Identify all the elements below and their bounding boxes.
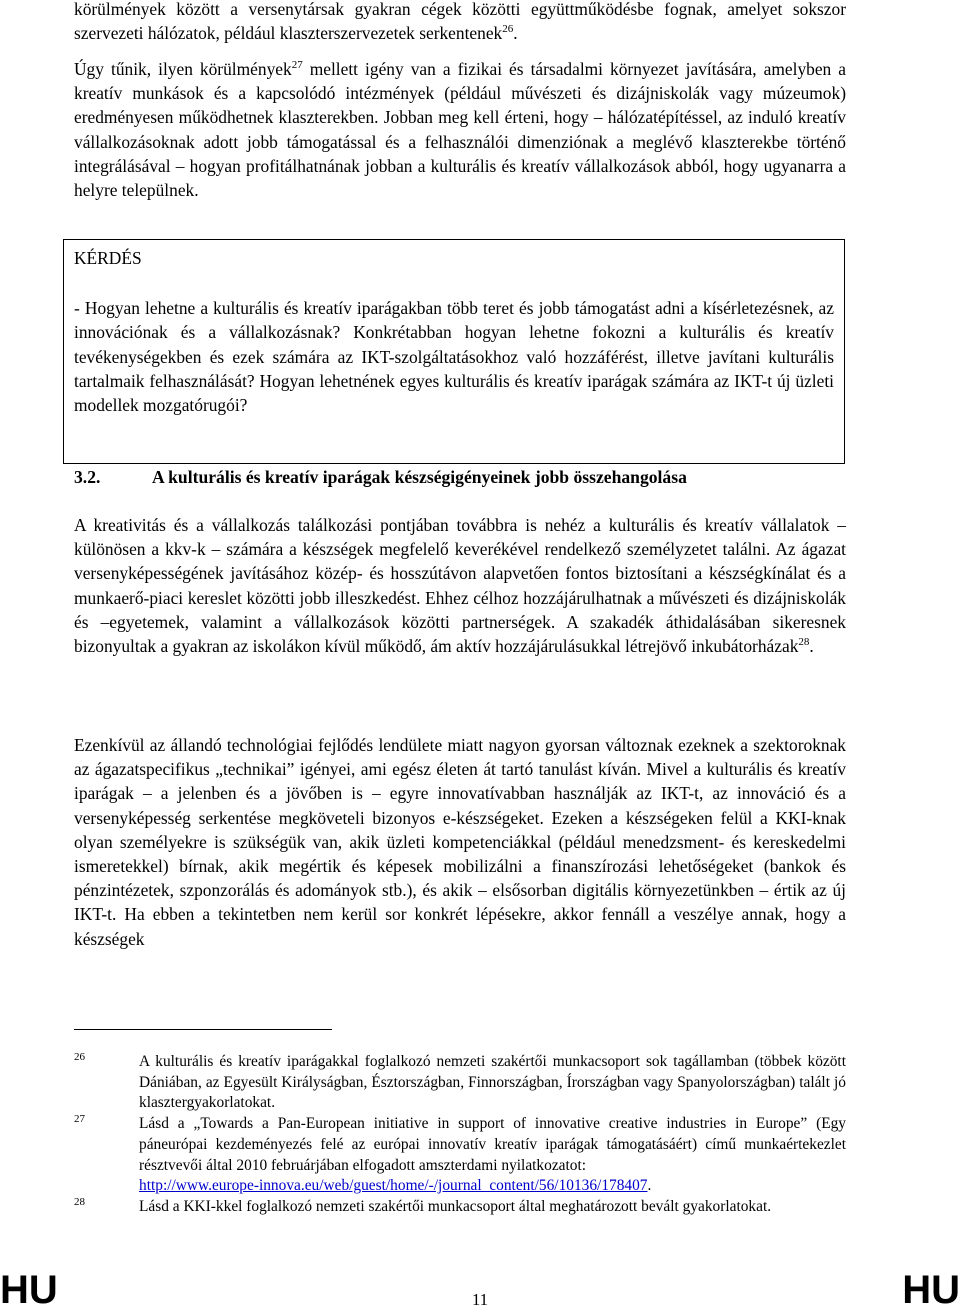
footnote-number: 28 xyxy=(74,1195,85,1208)
paragraph-section-1-text: A kreativitás és a vállalkozás találkozási pontjában továbbra is nehéz a kulturális és kreatív vállalatok – különösen a kkv-k – számára a készségek megfelelő keverékével rendelkező személyzetet találni. Az ágazat versenyképességének javításához közép- és hosszútávon alapvetően fontos biztosítani a készségkínálat és a munkaerő-piaci kereslet közötti jobb illeszkedést. Ehhez célhoz hozzájárulhatnak a művészeti és dizájniskolák és –egyetemek, valamint a vállalkozások közötti partnerségek. A szakadék áthidalásában sikeresnek bizonyultak a gyakran az iskolákon kívül működő, ám aktív hozzájárulásukkal létrejövő inkubátorházak xyxy=(74,515,846,657)
question-box xyxy=(63,239,845,464)
footnote-text: A kulturális és kreatív iparágakkal foglalkozó nemzeti szakértői munkacsoport sok tagállamban (többek között Dániában, az Egyesült Királyságban, Észtországban, Finnországban, Írországban vagy Spanyolországban) talált jó klasztergyakorlatokat. xyxy=(139,1053,846,1112)
language-code-right: HU xyxy=(902,1268,960,1312)
paragraph-section-1-end: . xyxy=(809,636,814,657)
footnote-ref-26[interactable]: 26 xyxy=(502,23,514,36)
language-code-left: HU xyxy=(0,1268,58,1312)
paragraph-intro-text-b: mellett igény van a fizikai és társadalmi környezet javítására, amelyben a kreatív munkások és a kapcsolódó intézmények (például művészeti és dizájniskolák vagy múzeumok) eredményesen működhetnek klaszterekben. Jobban meg kell érteni, hogy – hálózatépítéssel, az induló kreatív vállalkozásoknak adott jobb támogatással és a felhasználói dimenziónak a meglévő klaszterekbe történő integrálásával – hogyan profitálhatnának jobban a kulturális és kreatív vállalkozások abból, hogy ugyanarra a helyre települnek. xyxy=(74,59,846,201)
section-title: A kulturális és kreatív iparágak készségigényeinek jobb összehangolása xyxy=(152,467,687,487)
paragraph-top xyxy=(74,0,846,45)
paragraph-intro xyxy=(74,57,846,202)
footnote-text: Lásd a „Towards a Pan-European initiative in support of innovative creative industries in Europe” (Egy páneurópai kezdeményezés felé az európai innovatív kreatív iparágak támogatásáért) című munkaértekezlet résztvevői által 2010 februárjában elfogadott amszterdami nyilatkozatot: xyxy=(139,1115,846,1174)
question-box-title: KÉRDÉS xyxy=(74,248,142,268)
footnote-27 xyxy=(74,1114,846,1197)
section-number: 3.2. xyxy=(74,467,101,487)
footnote-ref-27[interactable]: 27 xyxy=(291,59,303,72)
footnote-ref-28[interactable]: 28 xyxy=(798,636,810,649)
paragraph-intro-text-a: Úgy tűnik, ilyen körülmények xyxy=(74,59,292,79)
page-number: 11 xyxy=(471,1290,489,1309)
footnote-number: 26 xyxy=(74,1051,85,1063)
footnote-number: 27 xyxy=(74,1113,85,1126)
paragraph-top-end: . xyxy=(513,23,518,44)
footnote-link-end: . xyxy=(647,1177,652,1195)
footnote-text: Lásd a KKI-kkel foglalkozó nemzeti szakértői munkacsoport által meghatározott bevált gyakorlatokat. xyxy=(139,1197,772,1215)
footnotes xyxy=(74,1052,846,1218)
paragraph-section-1 xyxy=(74,513,846,658)
footnote-divider xyxy=(74,1029,332,1030)
footnote-28 xyxy=(74,1197,846,1218)
question-box-text: - Hogyan lehetne a kulturális és kreatív iparágakban több teret és jobb támogatást adni a kísérletezésnek, az innovációnak és a vállalkozásnak? Konkrétabban hogyan lehetne fokozni a kulturális és kreatív tevékenységekben és ezek számára az IKT-szolgáltatásokhoz való hozzáférést, illetve javítani kulturális tartalmaik felhasználását? Hogyan lehetnének egyes kulturális és kreatív iparágak számára az IKT-t új üzleti modellek mozgatórugói? xyxy=(74,298,834,416)
paragraph-top-text: körülmények között a versenytársak gyakran cégek közötti együttműködésbe fognak, amelyet sokszor szervezeti hálózatok, például klaszterszervezetek serkentenek xyxy=(74,0,846,44)
section-heading xyxy=(74,465,846,489)
paragraph-section-2: Ezenkívül az állandó technológiai fejlődés lendülete miatt nagyon gyorsan változnak ezeknek a szektoroknak az ágazatspecifikus „technikai” igényei, ami egész életen át tartó tanulást kíván. Mivel a kulturális és kreatív iparágak – a jelenben és a jövőben is – egyre innovatívabban használják az IKT-t, az innováció és a versenyképesség serkentése megköveteli bizonyos e-készségeket. Ezeken a készségeken felül a KKI-knak olyan személyekre is szükségük van, akik üzleti kompetenciákkal (például menedzsment- és kereskedelmi ismeretekkel) bírnak, akik megértik és képesek mobilizálni a finanszírozási lehetőségeket (bankok és pénzintézetek, szponzorálás és adományok stb.), és akik – elsősorban digitális környezetünkben – értik az új IKT-t. Ha ebben a tekintetben nem kerül sor konkrét lépésekre, akkor fennáll a veszélye annak, hogy a készségek xyxy=(74,735,846,949)
footnote-26 xyxy=(74,1052,846,1114)
footnote-link[interactable]: http://www.europe-innova.eu/web/guest/home/-/journal_content/56/10136/178407 xyxy=(139,1177,648,1195)
